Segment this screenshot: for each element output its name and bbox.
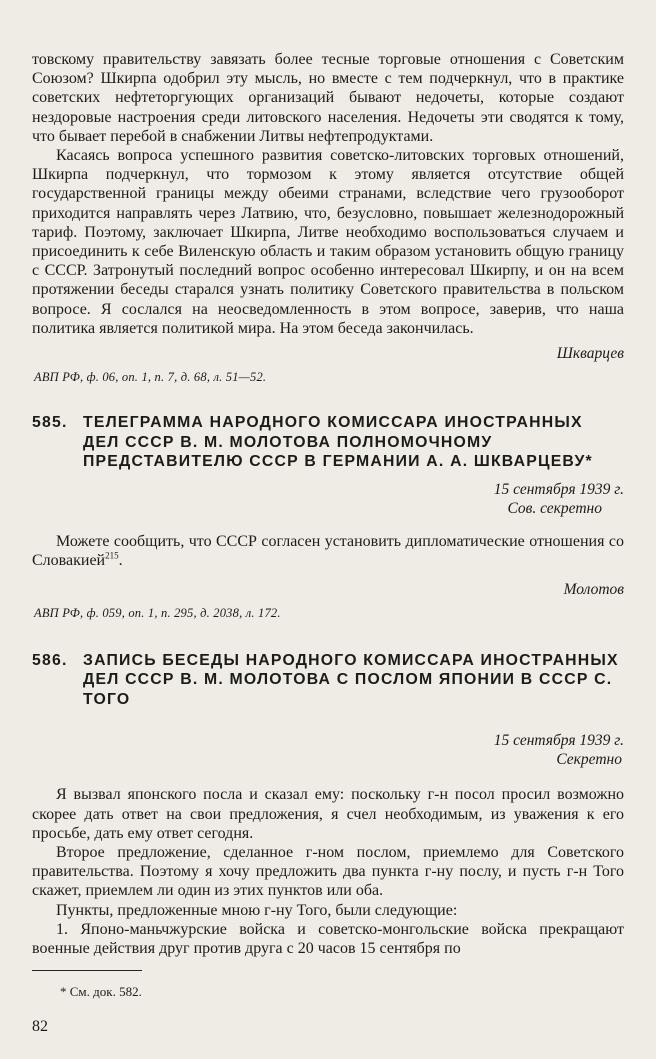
- document-page: [32, 50, 624, 1013]
- footnote: * См. док. 582.: [60, 984, 142, 1000]
- footnote-divider: [32, 970, 142, 971]
- paragraph: Я вызвал японского посла и сказал ему: поскольку г-н посол просил возможно скорее дать ответ на свои предложения, я счел необходимым, из уважения к его просьбе, дать ему ответ сегодня.: [32, 786, 624, 842]
- document-heading: [32, 651, 624, 710]
- secrecy-mark: Сов. секретно: [507, 499, 602, 517]
- document-number: 586.: [32, 651, 68, 669]
- signature: Молотов: [563, 580, 624, 598]
- paragraph: Второе предложение, сделанное г-ном послом, приемлемо для Советского правительства. Поэтому я хочу предложить два пункта г-ну послу, и пусть г-н Того скажет, приемлем ли один из этих пунктов или оба.: [32, 844, 624, 900]
- paragraph: Касаясь вопроса успешного развития советско-литовских торговых отношений, Шкирпа подчеркнул, что тормозом к этому является отсутствие общей государственной границы между обеими странами, вследствие чего грузооборот приходится направлять через Латвию, что, безусловно, повышает железнодорожный тариф. Поэтому, заключает Шкирпа, Литве необходимо воспользоваться случаем и присоединить к себе Виленскую область и таким образом установить общую границу с СССР. Затронутый последний вопрос особенно интересовал Шкирпу, и он на всем протяжении беседы старался узнать политику Советского правительства в польском вопросе. Я сослался на неосведомленность в этом вопросе, заверив, что наша политика является политикой мира. На этом беседа закончилась.: [32, 147, 624, 337]
- archive-source: АВП РФ, ф. 06, оп. 1, п. 7, д. 68, л. 51—52.: [34, 370, 267, 385]
- document-heading: [32, 413, 624, 472]
- document-date: 15 сентября 1939 г.: [493, 732, 624, 750]
- paragraph-text: Можете сообщить, что СССР согласен установить дипломатические отношения со Словакией: [32, 532, 624, 569]
- paragraph: 1. Японо-маньчжурские войска и советско-монгольские войска прекращают военные действия друг против друга с 20 часов 15 сентября по: [32, 920, 624, 958]
- footnote-ref: 215: [105, 550, 119, 561]
- document-title: ЗАПИСЬ БЕСЕДЫ НАРОДНОГО КОМИССАРА ИНОСТРАННЫХ ДЕЛ СССР В. М. МОЛОТОВА С ПОСЛОМ ЯПОНИИ В СССР С. ТОГО: [83, 651, 619, 708]
- paragraph: Пункты, предложенные мною г-ну Того, были следующие:: [56, 901, 458, 919]
- document-date: 15 сентября 1939 г.: [493, 480, 624, 498]
- document-number: 585.: [32, 414, 68, 432]
- page-number: 82: [32, 1018, 48, 1035]
- archive-source: АВП РФ, ф. 059, оп. 1, п. 295, д. 2038, л. 172.: [34, 605, 281, 620]
- secrecy-mark: Секретно: [556, 751, 622, 769]
- paragraph: [32, 532, 624, 570]
- paragraph-end: .: [118, 551, 123, 569]
- signature: Шкварцев: [556, 345, 624, 363]
- document-title: ТЕЛЕГРАММА НАРОДНОГО КОМИССАРА ИНОСТРАННЫХ ДЕЛ СССР В. М. МОЛОТОВА ПОЛНОМОЧНОМУ ПРЕДСТАВИТЕЛЮ СССР В ГЕРМАНИИ А. А. ШКВАРЦЕВУ*: [83, 414, 593, 471]
- paragraph: товскому правительству завязать более тесные торговые отношения с Советским Союзом? Шкирпа одобрил эту мысль, но вместе с тем подчеркнул, что в практике советских нефтеторгующих организаций бывают недочеты, которые создают нездоровые настроения среди литовского населения. Недочеты эти сводятся к тому, что бывает перебой в снабжении Литвы нефтепродуктами.: [32, 51, 624, 145]
